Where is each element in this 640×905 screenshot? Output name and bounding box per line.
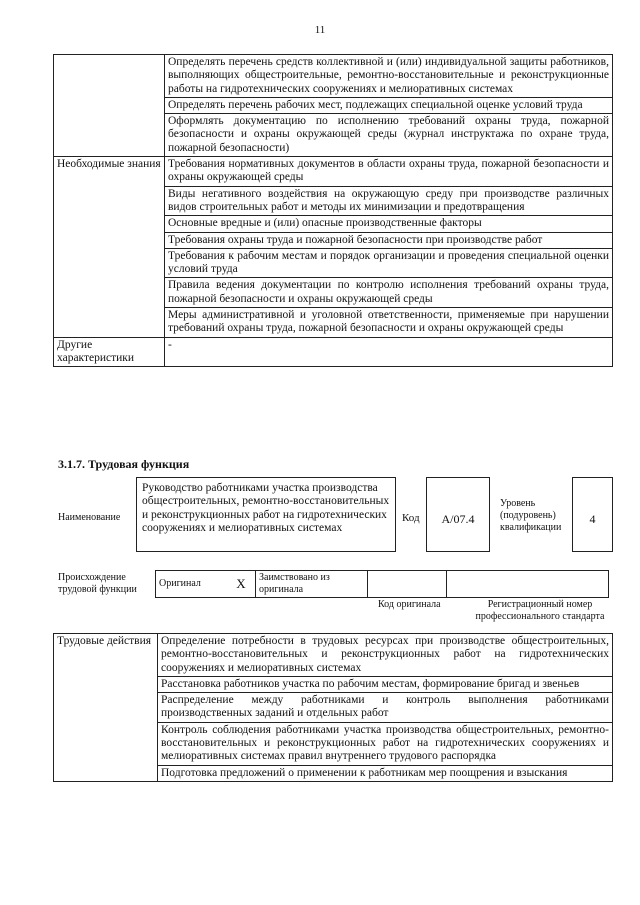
origin-table bbox=[155, 570, 609, 598]
borrowed-label: Заимствовано из оригинала bbox=[256, 571, 368, 598]
table-cell: Расстановка работников участка по рабочим местам, формирование бригад и звеньев bbox=[158, 676, 613, 692]
table-cell: Контроль соблюдения работниками участка производства общестроительных, ремонтно-восстановительных и реконструкционных работ на гидротехнических сооружениях и мелиоративных системах правил внутреннего трудового распорядка bbox=[158, 722, 613, 765]
table-cell: Определять перечень рабочих мест, подлежащих специальной оценке условий труда bbox=[165, 97, 613, 113]
table-cell: Требования к рабочим местам и порядок организации и проведения специальной оценки условий труда bbox=[165, 248, 613, 278]
level-box: 4 bbox=[572, 477, 613, 552]
table-cell: Определять перечень средств коллективной и (или) индивидуальной защиты работников, выполняющих общестроительные, ремонтно-восстановительные и реконструкционные работы на гидротехнических сооружениях и мелиоративных системах bbox=[165, 55, 613, 98]
row-label-other: Другие характеристики bbox=[54, 337, 165, 367]
table-cell: Требования охраны труда и пожарной безопасности при производстве работ bbox=[165, 232, 613, 248]
level-label: Уровень (подуровень) квалификации bbox=[500, 498, 562, 533]
original-mark: X bbox=[227, 571, 256, 598]
table-cell: - bbox=[165, 337, 613, 367]
table-cell: Требования нормативных документов в области охраны труда, пожарной безопасности и охраны окружающей среды bbox=[165, 157, 613, 187]
row-label-actions: Трудовые действия bbox=[54, 634, 158, 782]
function-name-box: Руководство работниками участка производства общестроительных, ремонтно-восстановительных и реконструкционных работ на гидротехнических сооружениях и мелиоративных системах bbox=[136, 477, 396, 552]
skills-knowledge-table bbox=[53, 54, 613, 367]
code-label: Код bbox=[402, 512, 420, 524]
table-cell: Основные вредные и (или) опасные производственные факторы bbox=[165, 216, 613, 232]
row-label bbox=[54, 55, 165, 157]
origin-label: Происхождение трудовой функции bbox=[58, 572, 137, 595]
original-label: Оригинал bbox=[156, 571, 228, 598]
reg-number-cell bbox=[447, 571, 609, 598]
table-cell: Распределение между работниками и контроль выполнения работниками производственных заданий и отдельных работ bbox=[158, 693, 613, 723]
section-title: 3.1.7. Трудовая функция bbox=[58, 457, 190, 471]
table-cell: Подготовка предложений о применении к работникам мер поощрения и взыскания bbox=[158, 765, 613, 781]
code-original-cell bbox=[368, 571, 447, 598]
code-original-label: Код оригинала bbox=[378, 599, 441, 610]
table-cell: Определение потребности в трудовых ресурсах при производстве общестроительных, ремонтно-восстановительных и реконструкционных работ на гидротехнических сооружениях и мелиоративных системах bbox=[158, 634, 613, 677]
table-cell: Правила ведения документации по контролю исполнения требований охраны труда, пожарной безопасности и охраны окружающей среды bbox=[165, 278, 613, 308]
reg-number-label: Регистрационный номер профессионального стандарта bbox=[475, 599, 605, 622]
page-number: 11 bbox=[314, 24, 326, 36]
function-code-box: А/07.4 bbox=[426, 477, 490, 552]
name-label: Наименование bbox=[58, 512, 121, 523]
row-label-knowledge: Необходимые знания bbox=[54, 157, 165, 338]
table-cell: Виды негативного воздействия на окружающую среду при производстве различных видов строительных работ и методы их минимизации и предотвращения bbox=[165, 186, 613, 216]
labor-actions-table bbox=[53, 633, 613, 782]
table-cell: Меры административной и уголовной ответственности, применяемые при нарушении требований охраны труда, пожарной безопасности и охраны окружающей среды bbox=[165, 308, 613, 338]
table-cell: Оформлять документацию по исполнению требований охраны труда, пожарной безопасности и охраны окружающей среды (журнал инструктажа по охране труда, пожарной безопасности) bbox=[165, 114, 613, 157]
